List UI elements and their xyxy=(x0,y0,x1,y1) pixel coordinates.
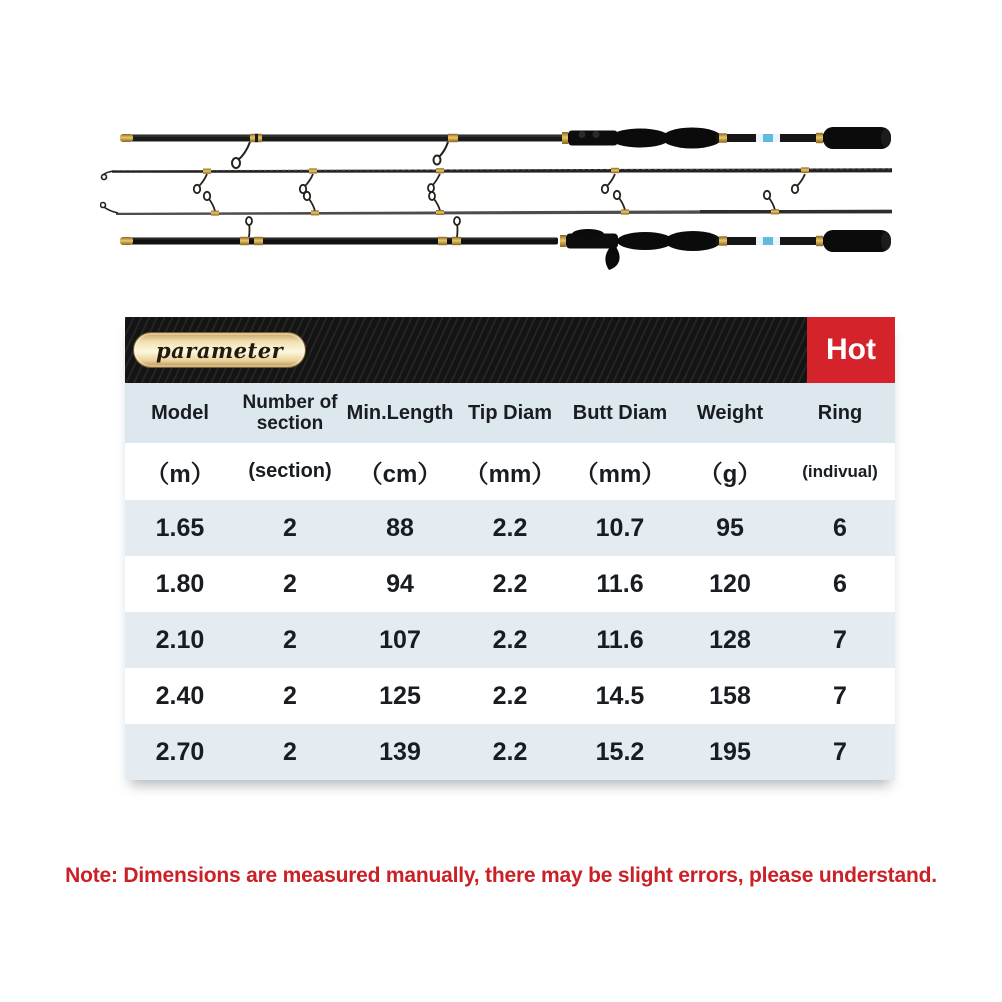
parameter-pill xyxy=(133,332,306,368)
cell-ring: 6 xyxy=(833,569,847,598)
cell-sections: 2 xyxy=(283,681,297,710)
rod-spinning-butt-section xyxy=(120,127,891,168)
cell-min-length: 107 xyxy=(379,625,421,654)
cell-ring: 7 xyxy=(833,681,847,710)
cell-min-length: 88 xyxy=(386,513,414,542)
cell-weight: 158 xyxy=(709,681,751,710)
spec-card xyxy=(125,317,895,780)
cell-butt-diam: 14.5 xyxy=(595,681,645,710)
cell-sections: 2 xyxy=(283,569,297,598)
rod-casting-butt-section xyxy=(120,217,891,270)
cell-model: 2.40 xyxy=(155,681,205,710)
cell-min-length: 94 xyxy=(386,569,414,598)
cell-butt-diam: 11.6 xyxy=(596,569,644,598)
rod-casting-tip-section xyxy=(101,191,893,216)
col-header-ring: Ring xyxy=(817,401,863,424)
cell-butt-diam: 11.6 xyxy=(596,625,644,654)
cell-sections: 2 xyxy=(283,513,297,542)
cell-min-length: 125 xyxy=(379,681,421,710)
cell-weight: 128 xyxy=(709,625,751,654)
cell-sections: 2 xyxy=(283,737,297,766)
cell-min-length: 139 xyxy=(379,737,421,766)
hot-badge xyxy=(807,317,895,383)
cell-butt-diam: 10.7 xyxy=(595,513,645,542)
cell-ring: 7 xyxy=(833,625,847,654)
product-photo-fishing-rods xyxy=(100,108,900,278)
rod-spinning-tip-section xyxy=(102,167,893,193)
cell-weight: 120 xyxy=(709,569,751,598)
col-unit-tip-diam: （mm） xyxy=(464,461,556,488)
cell-model: 1.65 xyxy=(155,513,205,542)
col-header-tip-diam: Tip Diam xyxy=(467,401,553,424)
col-unit-weight: （g） xyxy=(698,461,762,488)
cell-tip-diam: 2.2 xyxy=(492,513,528,542)
cell-weight: 95 xyxy=(716,513,744,542)
parameter-banner xyxy=(125,317,895,383)
table-units-row xyxy=(125,443,895,500)
col-unit-ring: (indivual) xyxy=(802,461,878,481)
col-unit-min-length: （cm） xyxy=(358,461,442,488)
hot-badge-label: Hot xyxy=(826,333,876,366)
table-body xyxy=(125,500,895,780)
col-header-min-length: Min.Length xyxy=(346,401,454,424)
cell-butt-diam: 15.2 xyxy=(595,737,645,766)
note-text: Note: Dimensions are measured manually, there may be slight errors, please understand. xyxy=(65,864,937,887)
cell-tip-diam: 2.2 xyxy=(492,569,528,598)
col-unit-butt-diam: （mm） xyxy=(574,461,666,488)
table-row xyxy=(125,556,895,612)
table-row xyxy=(125,612,895,668)
cell-model: 2.70 xyxy=(155,737,205,766)
cell-ring: 6 xyxy=(833,513,847,542)
parameter-label: parameter xyxy=(156,337,284,363)
cell-sections: 2 xyxy=(283,625,297,654)
col-header-weight: Weight xyxy=(696,401,764,424)
cell-ring: 7 xyxy=(833,737,847,766)
table-row xyxy=(125,500,895,556)
col-unit-model: （m） xyxy=(145,461,215,488)
cell-model: 2.10 xyxy=(155,625,205,654)
table-header-row xyxy=(125,383,895,443)
col-header-model: Model xyxy=(151,401,209,424)
cell-tip-diam: 2.2 xyxy=(492,681,528,710)
table-row xyxy=(125,668,895,724)
col-header-butt-diam: Butt Diam xyxy=(572,401,668,424)
table-row xyxy=(125,724,895,780)
cell-tip-diam: 2.2 xyxy=(492,625,528,654)
col-header-sections: Number of section xyxy=(242,392,338,434)
cell-tip-diam: 2.2 xyxy=(492,737,528,766)
cell-weight: 195 xyxy=(709,737,751,766)
col-unit-sections: (section) xyxy=(248,460,332,482)
cell-model: 1.80 xyxy=(155,569,205,598)
